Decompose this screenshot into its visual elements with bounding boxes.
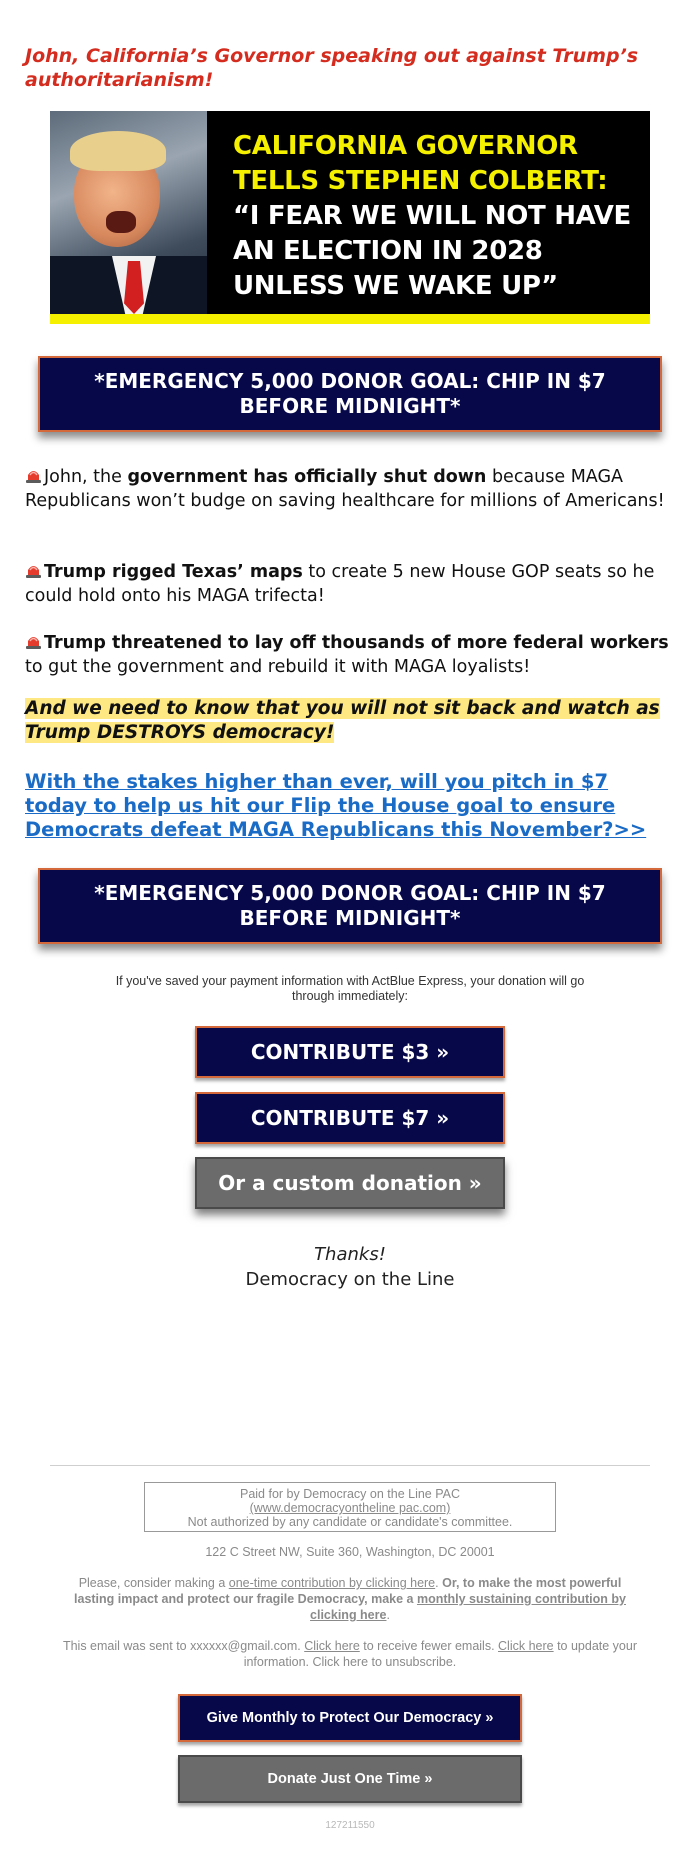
fewer-emails-link[interactable]: Click here xyxy=(304,1639,360,1653)
paragraph-bold: Trump rigged Texas’ maps xyxy=(44,562,303,582)
hero-caption-white: “I FEAR WE WILL NOT HAVE AN ELECTION IN 2028 UNLESS WE WAKE UP” xyxy=(233,201,632,301)
emergency-goal-banner-bottom[interactable]: *EMERGENCY 5,000 DONOR GOAL: CHIP IN $7 BEFORE MIDNIGHT* xyxy=(38,868,662,944)
not-authorized-text: Not authorized by any candidate or candidate's committee. xyxy=(187,1515,513,1529)
highlighted-text: And we need to know that you will not sit back and watch as Trump DESTROYS democracy! xyxy=(25,698,660,743)
signoff xyxy=(0,1242,700,1292)
paragraph-shutdown xyxy=(25,465,675,513)
footer-text: Please, consider making a xyxy=(78,1576,229,1590)
paid-for-disclaimer xyxy=(144,1482,556,1532)
donate-one-time-button[interactable]: Donate Just One Time » xyxy=(178,1755,522,1803)
paid-by-text: Paid for by Democracy on the Line PAC xyxy=(239,1487,460,1501)
contribution-options-text: Please, consider making a one-time contribution by clicking here. Or, to make the most powerful lasting impact and protect our fragile Democracy, make a monthly sustaining contribution by clicking here. xyxy=(74,1576,626,1622)
mailing-address: 122 C Street NW, Suite 360, Washington, DC 20001 xyxy=(205,1545,495,1559)
paragraph-bold: Trump threatened to lay off thousands of more federal workers xyxy=(44,633,669,653)
contribute-7-button[interactable]: CONTRIBUTE $7 » xyxy=(195,1092,505,1144)
hero-caption xyxy=(233,129,638,304)
actblue-express-note: If you've saved your payment information with ActBlue Express, your donation will go through immediately: xyxy=(115,974,585,1003)
footer-text: This email was sent to xxxxxx@gmail.com. xyxy=(62,1639,305,1653)
footer-divider xyxy=(50,1465,650,1466)
email-code: 127211550 xyxy=(325,1820,375,1831)
trump-photo xyxy=(50,111,207,314)
siren-icon xyxy=(25,563,42,578)
highlighted-callout xyxy=(25,697,665,745)
paragraph-text: to create 5 new House GOP seats so he could hold onto his MAGA trifecta! xyxy=(25,562,655,606)
paragraph-layoffs xyxy=(25,631,675,679)
email-headline: John, California’s Governor speaking out against Trump’s authoritarianism! xyxy=(25,45,639,91)
custom-donation-button[interactable]: Or a custom donation » xyxy=(195,1157,505,1209)
signoff-org: Democracy on the Line xyxy=(245,1269,455,1290)
emergency-goal-banner-top[interactable]: *EMERGENCY 5,000 DONOR GOAL: CHIP IN $7 BEFORE MIDNIGHT* xyxy=(38,356,662,432)
hero-yellow-bar xyxy=(50,314,650,324)
give-monthly-button[interactable]: Give Monthly to Protect Our Democracy » xyxy=(178,1694,522,1742)
siren-icon xyxy=(25,634,42,649)
contribute-3-button[interactable]: CONTRIBUTE $3 » xyxy=(195,1026,505,1078)
footer-bold-text: Or, to make the most powerful lasting impact and protect our fragile Democracy, make a xyxy=(74,1576,622,1606)
paragraph-texas-maps xyxy=(25,560,675,608)
update-info-link[interactable]: Click here xyxy=(498,1639,554,1653)
paragraph-text: John, the xyxy=(44,467,128,487)
pac-website-link[interactable]: (www.democracyontheline pac.com) xyxy=(249,1501,451,1515)
footer-text: to receive fewer emails. xyxy=(359,1639,499,1653)
monthly-contribution-link[interactable]: monthly sustaining contribution by clicking here xyxy=(310,1592,626,1622)
paragraph-text: because MAGA Republicans won’t budge on saving healthcare for millions of Americans! xyxy=(25,467,665,511)
footer-text: to update your information. Click here to unsubscribe. xyxy=(243,1639,638,1669)
paragraph-text: to gut the government and rebuild it with MAGA loyalists! xyxy=(25,657,531,677)
signoff-thanks: Thanks! xyxy=(314,1244,386,1265)
hero-image[interactable] xyxy=(50,111,650,324)
donate-7-link[interactable]: With the stakes higher than ever, will you pitch in $7 today to help us hit our Flip the House goal to ensure Democrats defeat MAGA Republicans this November?>> xyxy=(25,770,647,841)
paragraph-bold: government has officially shut down xyxy=(127,467,487,487)
hero-caption-yellow: CALIFORNIA GOVERNOR TELLS STEPHEN COLBERT: xyxy=(233,131,608,196)
one-time-contribution-link[interactable]: one-time contribution by clicking here xyxy=(228,1576,436,1590)
siren-icon xyxy=(25,468,42,483)
email-preferences-text xyxy=(60,1638,640,1670)
